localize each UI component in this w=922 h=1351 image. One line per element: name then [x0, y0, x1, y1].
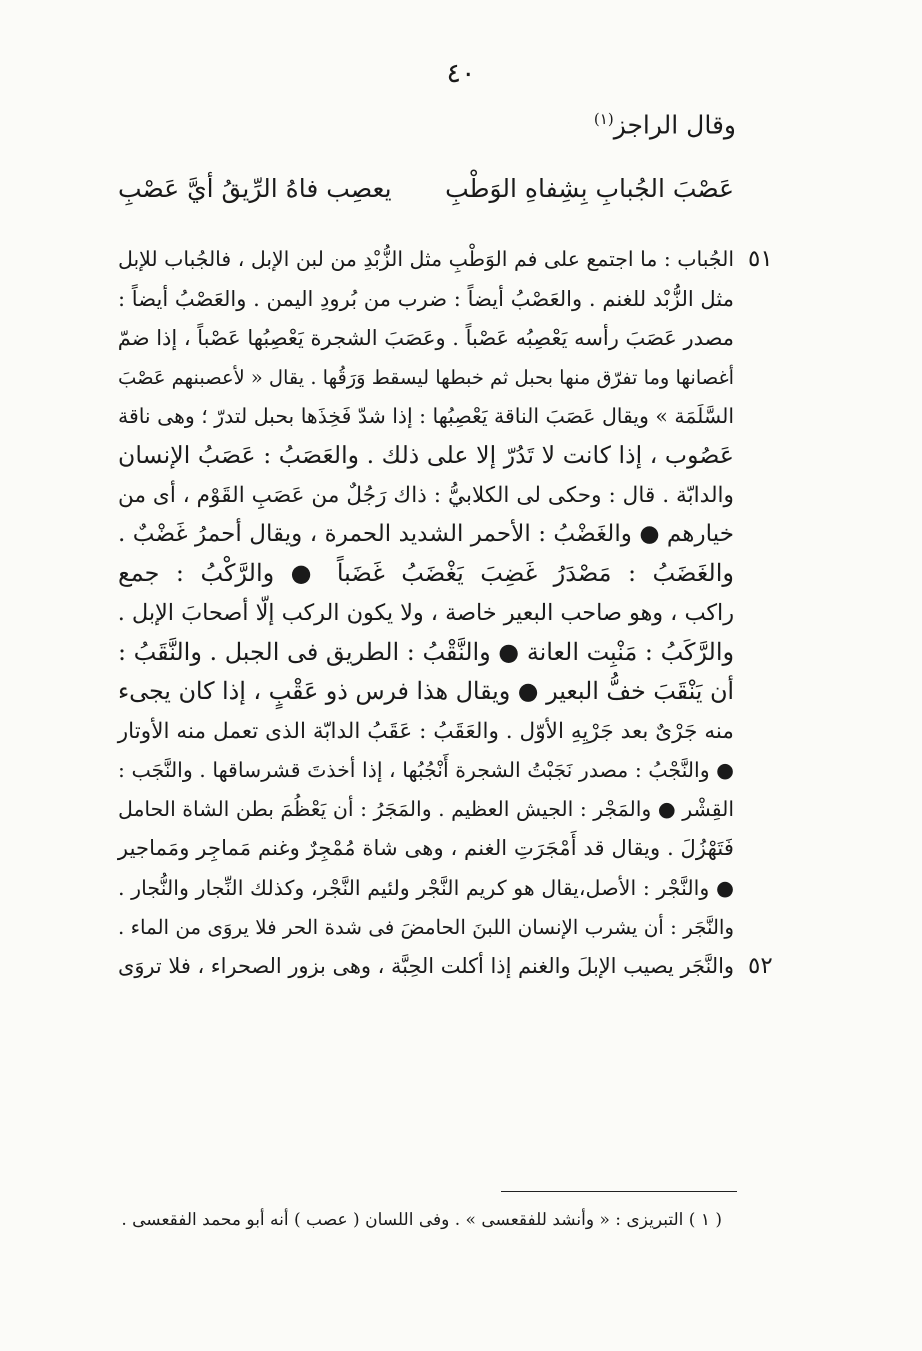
text-line: الجُباب : ما اجتمع على فم الوَطْبِ مثل الزُّبْدِ من لبن الإبل ، فالجُباب للإبل ٥١ [118, 240, 734, 279]
text-line: ● والنَّجْبُ : مصدر نَجَبْتُ الشجرة أَنْجُبُها ، إذا أخذتَ قشرساقها . والنَّجَب : [118, 757, 734, 782]
text-line: ● والنَّجْر : الأصل،يقال هو كريم النَّجْر ولئيم النَّجْر، وكذلك النِّجار والنُّجار . [118, 875, 734, 900]
text-line: أغصانها وما تفرّق منها بحبل ثم خبطها ليسقط وَرَقُها . يقال « لأعصبنهم عَصْبَ [118, 365, 734, 389]
text-line: مثل الزُّبْد للغنم . والعَصْبُ أيضاً : ضرب من بُرودِ اليمن . والعَصْبُ أيضاً : [118, 286, 734, 312]
intro-label: وقال الراجز [613, 110, 736, 140]
verse-second-hemistich: يعصِب فاهُ الرِّيقُ أيَّ عَصْبِ [118, 174, 392, 203]
text-line: مصدر عَصَبَ رأسه يَعْصِبُه عَصْباً . وعَصَبَ الشجرة يَعْصِبُها عَصْباً ، إذا ضمّ [117, 325, 734, 350]
text-line: عَصُوب ، إذا كانت لا تَدُرّ إلا على ذلك . والعَصَبُ : عَصَبُ الإنسان [118, 441, 734, 470]
text-line: والنَّجَر : أن يشرب الإنسان اللبنَ الحامضَ فى شدة الحر فلا يروَى من الماء . [118, 916, 734, 940]
poetry-verse [118, 174, 734, 220]
verse-introduction [594, 110, 736, 139]
text-line: والنَّجَر يصيب الإبلَ والغنم إذا أكلت الحِبَّة ، وهى بزور الصحراء ، فلا تروَى ٥٢ [118, 947, 734, 986]
footnote-separator [501, 1191, 737, 1192]
footnote: ( ١ ) التبريزى : « وأنشد للفقعسى » . وفى اللسان ( عصب ) أنه أبو محمد الفقعسى . [121, 1210, 722, 1230]
entry-number: ٥٢ [748, 953, 773, 980]
text-line: والرَّكَبُ : مَنْبِت العانة ● والنَّقْبُ : الطريق فى الجبل . والنَّقَبُ : [118, 637, 734, 666]
text-line: والدابّة . قال : وحكى لى الكلابيُّ : ذاك رَجُلٌ من عَصَبِ القَوْم ، أى من [118, 482, 734, 508]
text-line: السَّلَمَة » ويقال عَصَبَ الناقة يَعْصِبُها : إذا شدّ فَخِذَها بحبل لتدرّ ؛ وهى ناقة [118, 404, 734, 429]
text-line: القِشْر ● والمَجْر : الجيش العظيم . والمَجَرُ : أن يَعْظُمَ بطن الشاة الحامل [118, 797, 734, 822]
text-line: أن يَنْقَبَ خفُّ البعير ● ويقال هذا فرس ذو عَقْبٍ ، إذا كان يجىء [118, 677, 734, 706]
verse-first-hemistich: عَصْبَ الجُبابِ بِشِفاهِ الوَطْبِ [445, 174, 734, 203]
footnote-reference: (١) [593, 110, 614, 128]
text-line: فَتَهْزُلَ . ويقال قد أَمْجَرَتِ الغنم ، وهى شاة مُمْجِرٌ وغنم مَماجِر ومَماجير [117, 836, 734, 862]
page-number: ٤٠ [446, 58, 476, 89]
entry-number: ٥١ [748, 246, 773, 272]
text-line: خيارهم ● والغَضْبُ : الأحمر الشديد الحمرة ، ويقال أحمرُ غَضْبٌ . [118, 521, 734, 548]
text-line: راكب ، وهو صاحب البعير خاصة ، ولا يكون الركب إلّا أصحابَ الإبل . [117, 599, 734, 626]
text-line: والغَضَبُ : مَصْدَرُ غَضِبَ يَغْضَبُ غَضَباً ● والرَّكْبُ : جمع [118, 559, 734, 588]
main-text [117, 240, 773, 987]
text-line: منه جَرْىٌ بعد جَرْيِهِ الأوّل . والعَقَبُ : عَقَبُ الدابّة الذى تعمل منه الأوتار [117, 718, 734, 744]
